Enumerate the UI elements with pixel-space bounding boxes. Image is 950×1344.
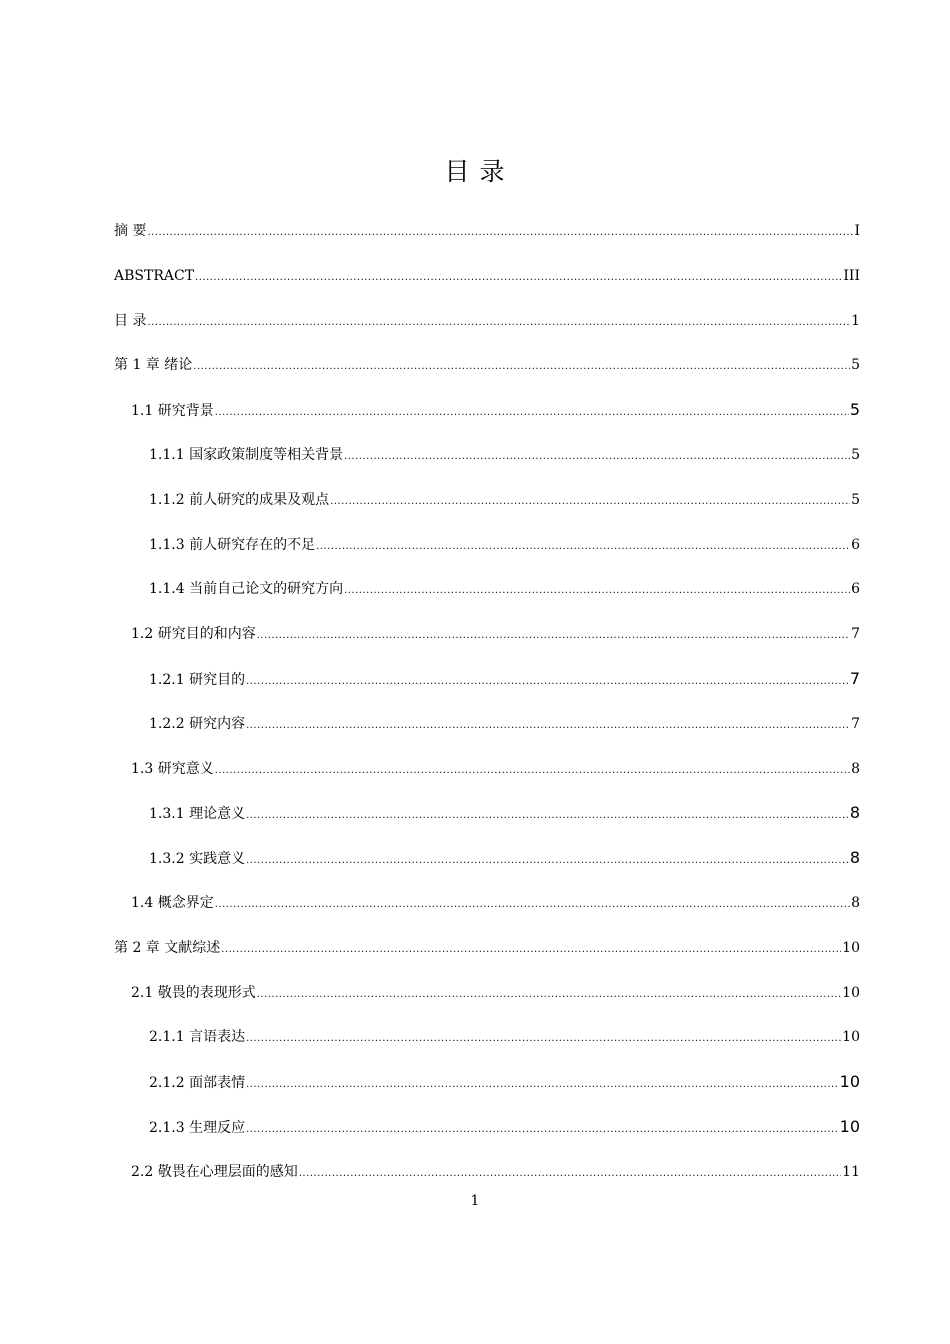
toc-entry-label: 第 2 章 文献综述 — [114, 939, 221, 956]
toc-entry[interactable] — [114, 709, 860, 754]
dot-leader — [246, 1024, 841, 1054]
table-of-contents — [114, 216, 860, 1202]
dot-leader — [246, 801, 849, 831]
toc-entry-label: 1.1.4 当前自己论文的研究方向 — [149, 581, 344, 598]
toc-entry[interactable] — [114, 933, 860, 978]
dot-leader — [215, 890, 850, 920]
toc-entry-label: 1.3 研究意义 — [131, 760, 214, 777]
toc-entry[interactable] — [114, 306, 860, 351]
toc-entry-page-number: 8 — [849, 848, 860, 868]
toc-entry-label: 1.1 研究背景 — [131, 403, 214, 420]
toc-entry-label: 2.2 敬畏在心理层面的感知 — [131, 1163, 298, 1180]
toc-entry[interactable] — [114, 350, 860, 395]
toc-entry[interactable] — [114, 574, 860, 619]
toc-entry-page-number: 6 — [851, 581, 860, 598]
toc-entry-page-number: I — [854, 223, 860, 239]
toc-entry[interactable] — [114, 1112, 860, 1157]
toc-entry[interactable] — [114, 1067, 860, 1112]
dot-leader — [316, 532, 850, 562]
page-footer-number: 1 — [470, 1193, 480, 1209]
dot-leader — [215, 756, 850, 786]
toc-entry-page-number: 10 — [842, 939, 860, 956]
toc-entry-page-number: 7 — [851, 715, 860, 732]
toc-entry[interactable] — [114, 440, 860, 485]
toc-entry[interactable] — [114, 395, 860, 440]
toc-entry-page-number: 5 — [851, 446, 860, 463]
toc-entry-page-number: 8 — [849, 803, 860, 823]
toc-entry-label: 1.3.1 理论意义 — [149, 806, 246, 823]
toc-entry-label: 1.1.1 国家政策制度等相关背景 — [149, 446, 344, 463]
toc-entry[interactable] — [114, 216, 860, 261]
dot-leader — [330, 487, 850, 517]
toc-entry[interactable] — [114, 530, 860, 575]
toc-entry[interactable] — [114, 485, 860, 530]
toc-entry-page-number: 7 — [851, 626, 860, 643]
dot-leader — [246, 846, 849, 876]
toc-entry-label: 1.1.2 前人研究的成果及观点 — [149, 491, 330, 508]
page-title: 目 录 — [444, 157, 506, 186]
toc-entry-page-number: 11 — [842, 1163, 860, 1180]
toc-entry-page-number: 8 — [851, 894, 860, 911]
toc-entry-label: 2.1.3 生理反应 — [149, 1119, 246, 1136]
toc-entry-page-number: III — [843, 267, 860, 284]
toc-entry-page-number: 10 — [842, 984, 860, 1001]
toc-entry[interactable] — [114, 888, 860, 933]
dot-leader — [246, 1115, 839, 1145]
dot-leader — [257, 621, 850, 651]
dot-leader — [195, 263, 842, 293]
toc-entry-page-number: 10 — [839, 1072, 860, 1092]
dot-leader — [193, 352, 850, 382]
dot-leader — [147, 308, 850, 338]
toc-entry[interactable] — [114, 664, 860, 709]
dot-leader — [299, 1159, 841, 1189]
toc-entry-page-number: 5 — [851, 357, 860, 374]
toc-entry-page-number: 5 — [849, 400, 860, 420]
dot-leader — [221, 935, 841, 965]
dot-leader — [344, 442, 850, 472]
toc-entry-label: 1.2.1 研究目的 — [149, 671, 246, 688]
toc-entry[interactable] — [114, 619, 860, 664]
toc-entry[interactable] — [114, 843, 860, 888]
toc-entry-label: 1.1.3 前人研究存在的不足 — [149, 536, 316, 553]
toc-entry-label: 目 录 — [114, 312, 147, 329]
dot-leader — [246, 667, 849, 697]
dot-leader — [246, 711, 850, 741]
toc-entry-label: ABSTRACT — [114, 267, 195, 284]
toc-entry[interactable] — [114, 978, 860, 1023]
dot-leader — [147, 218, 853, 248]
toc-entry-label: 1.2.2 研究内容 — [149, 715, 246, 732]
toc-entry-label: 2.1 敬畏的表现形式 — [131, 984, 256, 1001]
toc-entry-page-number: 10 — [839, 1116, 860, 1136]
toc-entry-label: 第 1 章 绪论 — [114, 357, 193, 374]
toc-entry-page-number: 8 — [851, 760, 860, 777]
dot-leader — [344, 576, 850, 606]
toc-entry-label: 2.1.2 面部表情 — [149, 1075, 246, 1092]
toc-entry-label: 2.1.1 言语表达 — [149, 1029, 246, 1046]
toc-entry-label: 1.2 研究目的和内容 — [131, 626, 256, 643]
toc-entry-page-number: 7 — [849, 668, 860, 688]
toc-entry[interactable] — [114, 261, 860, 306]
toc-entry-page-number: 1 — [851, 312, 860, 329]
toc-entry[interactable] — [114, 798, 860, 843]
dot-leader — [257, 980, 841, 1010]
toc-entry-page-number: 5 — [851, 491, 860, 508]
dot-leader — [215, 398, 849, 428]
toc-entry-label: 1.3.2 实践意义 — [149, 851, 246, 868]
toc-entry-page-number: 6 — [851, 536, 860, 553]
toc-entry[interactable] — [114, 754, 860, 799]
toc-entry[interactable] — [114, 1022, 860, 1067]
toc-entry-label: 1.4 概念界定 — [131, 894, 214, 911]
toc-entry-page-number: 10 — [842, 1029, 860, 1046]
toc-entry-label: 摘 要 — [114, 223, 147, 239]
dot-leader — [246, 1070, 839, 1100]
